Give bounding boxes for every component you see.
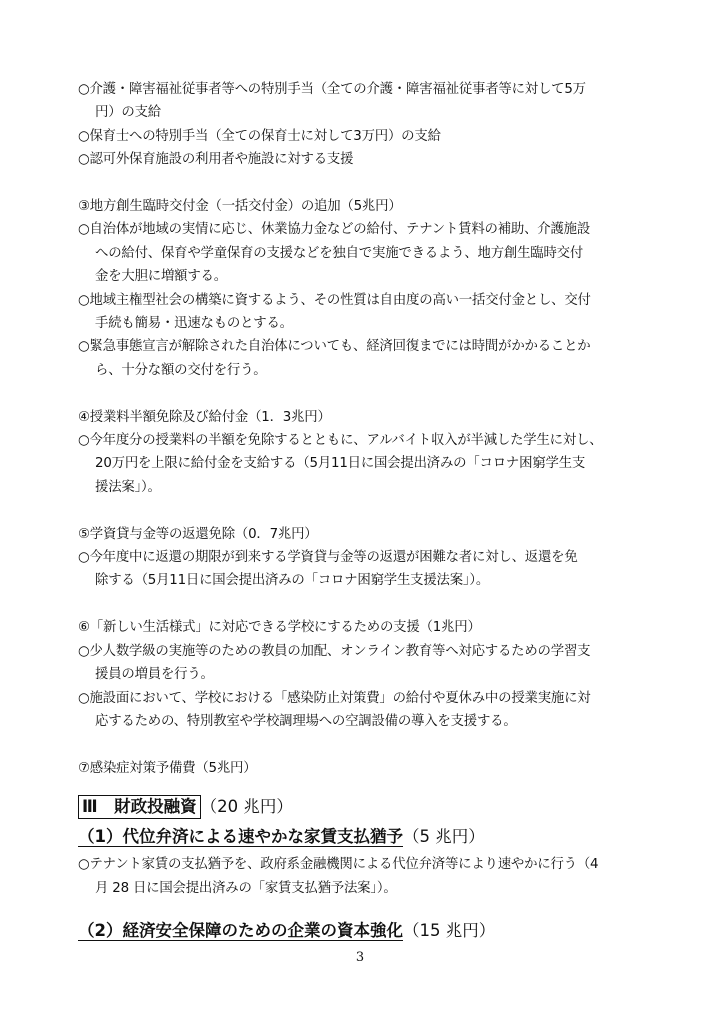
continuation-line: 援員の増員を行う。	[95, 667, 214, 683]
subsection-heading	[78, 824, 663, 850]
bullet-line: ○施設面において、学校における「感染防止対策費」の給付や夏休み中の授業実施に対	[78, 690, 591, 706]
continuation-line: 手続も簡易・迅速なものとする。	[95, 316, 293, 332]
continuation-line: 円）の支給	[95, 105, 161, 121]
part-heading	[78, 794, 663, 820]
continuation-line: 金を大胆に増額する。	[95, 269, 227, 285]
continuation-line: 援法案」）。	[95, 479, 161, 495]
subsection-title: （1）代位弁済による速やかな家賃支払猶予	[78, 827, 403, 847]
continuation-line: への給付、保育や学童保育の支援などを独自で実施できるよう、地方創生臨時交付	[95, 245, 584, 261]
bullet-line: ○緊急事態宣言が解除された自治体についても、経済回復までには時間がかかることか	[78, 339, 591, 355]
continuation-line: 月 28 日に国会提出済みの「家賃支払猶予法案」）。	[95, 880, 397, 896]
subsection-amount: （5 兆円）	[402, 827, 485, 847]
bullet-line: ○少人数学級の実施等のための教員の加配、オンライン教育等へ対応するための学習支	[78, 643, 591, 659]
page-number: 3	[355, 950, 365, 965]
part-amount: （20 兆円）	[200, 797, 293, 817]
bullet-line: ○認可外保育施設の利用者や施設に対する支援	[78, 152, 354, 168]
subsection-heading	[78, 918, 663, 944]
continuation-line: ら、十分な額の交付を行う。	[95, 362, 267, 378]
bullet-line: ○地域主権型社会の構築に資するよう、その性質は自由度の高い一括交付金とし、交付	[78, 292, 591, 308]
bullet-line: ○今年度中に返還の期限が到来する学資貸与金等の返還が困難な者に対し、返還を免	[78, 550, 578, 566]
section-title: ⑥「新しい生活様式」に対応できる学校にするための支援（1兆円）	[78, 620, 481, 636]
bullet-line: ○保育士への特別手当（全ての保育士に対して3万円）の支給	[78, 128, 441, 144]
continuation-line: 除する（5月11日に国会提出済みの「コロナ困窮学生支援法案」）。	[95, 573, 490, 589]
continuation-line: 20万円を上限に給付金を支給する（5月11日に国会提出済みの「コロナ困窮学生支	[95, 456, 586, 472]
bullet-line: ○テナント家賃の支払猶予を、政府系金融機関による代位弁済等により速やかに行う（4	[78, 857, 599, 873]
section-title: ⑦感染症対策予備費（5兆円）	[78, 760, 257, 776]
part-label-box: Ⅲ 財政投融資	[78, 795, 201, 819]
bullet-line: ○自治体が地域の実情に応じ、休業協力金などの給付、テナント賃料の補助、介護施設	[78, 222, 591, 238]
section-title: ④授業料半額免除及び給付金（1．3兆円）	[78, 409, 331, 425]
bullet-line: ○介護・障害福祉従事者等への特別手当（全ての介護・障害福祉従事者等に対して5万	[78, 82, 586, 97]
document-page	[78, 78, 663, 944]
section-title: ③地方創生臨時交付金（一括交付金）の追加（5兆円）	[78, 199, 402, 215]
continuation-line: 応するための、特別教室や学校調理場への空調設備の導入を支援する。	[95, 713, 517, 729]
bullet-line: ○今年度分の授業料の半額を免除するとともに、アルバイト収入が半減した学生に対し、	[78, 433, 603, 449]
subsection-title: （2）経済安全保障のための企業の資本強化	[78, 920, 403, 940]
subsection-amount: （15 兆円）	[402, 920, 496, 940]
section-title: ⑤学資貸与金等の返還免除（0．7兆円）	[78, 526, 318, 542]
